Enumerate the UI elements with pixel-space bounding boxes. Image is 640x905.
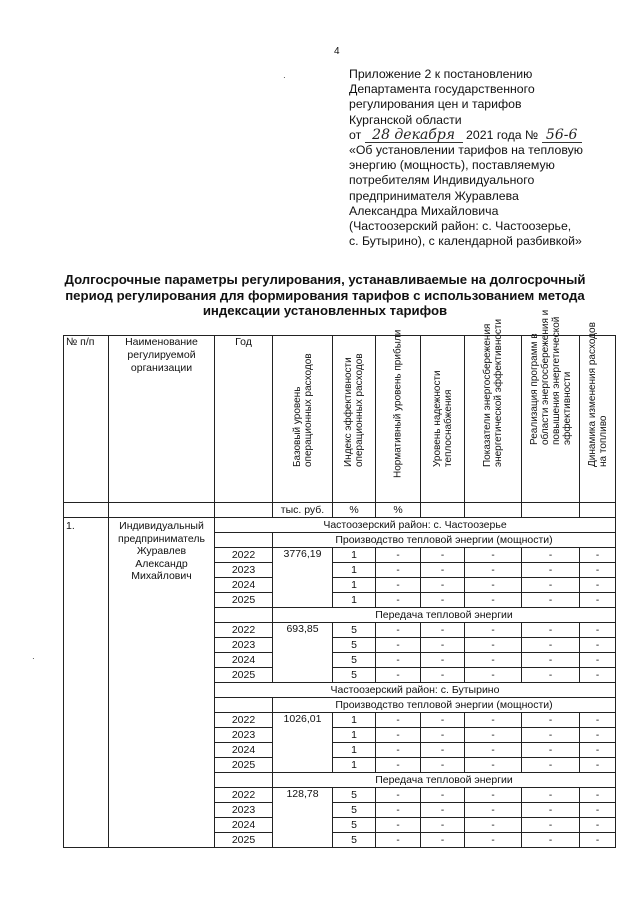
dash-cell: - bbox=[522, 623, 580, 638]
row-number: 1. bbox=[64, 518, 109, 848]
dash-cell: - bbox=[421, 788, 465, 803]
dash-cell: - bbox=[522, 713, 580, 728]
year-cell: 2022 bbox=[215, 548, 273, 563]
year-cell: 2025 bbox=[215, 593, 273, 608]
year-cell: 2025 bbox=[215, 758, 273, 773]
dash-cell: - bbox=[580, 818, 616, 833]
year-cell: 2022 bbox=[215, 788, 273, 803]
dash-cell: - bbox=[421, 728, 465, 743]
year-cell: 2022 bbox=[215, 623, 273, 638]
activity-label: Производство тепловой энергии (мощности) bbox=[273, 533, 616, 548]
base-cost-cell: 128,78 bbox=[273, 788, 333, 848]
appendix-line: потребителям Индивидуального bbox=[349, 173, 535, 188]
index-cell: 5 bbox=[333, 833, 376, 848]
dash-cell: - bbox=[421, 593, 465, 608]
dash-cell: - bbox=[522, 833, 580, 848]
index-cell: 1 bbox=[333, 593, 376, 608]
dash-cell: - bbox=[376, 578, 421, 593]
dash-cell: - bbox=[376, 623, 421, 638]
index-cell: 5 bbox=[333, 803, 376, 818]
handwritten-number: 56-6 bbox=[542, 129, 582, 143]
dash-cell: - bbox=[580, 623, 616, 638]
dash-cell: - bbox=[376, 728, 421, 743]
dash-cell: - bbox=[465, 578, 522, 593]
dash-cell: - bbox=[522, 728, 580, 743]
index-cell: 1 bbox=[333, 713, 376, 728]
dash-cell: - bbox=[580, 578, 616, 593]
dash-cell: - bbox=[421, 743, 465, 758]
dash-cell: - bbox=[421, 548, 465, 563]
dash-cell: - bbox=[522, 668, 580, 683]
year-cell: 2023 bbox=[215, 728, 273, 743]
appendix-line: регулирования цен и тарифов bbox=[349, 97, 522, 112]
dash-cell: - bbox=[421, 578, 465, 593]
appendix-line: с. Бутырино), с календарной разбивкой» bbox=[349, 234, 582, 249]
year-label: 2021 года № bbox=[466, 127, 539, 142]
dash-cell: - bbox=[421, 638, 465, 653]
ot-label: от bbox=[349, 127, 362, 142]
activity-label: Производство тепловой энергии (мощности) bbox=[273, 698, 616, 713]
dash-cell: - bbox=[580, 743, 616, 758]
year-cell: 2025 bbox=[215, 833, 273, 848]
dash-cell: - bbox=[522, 803, 580, 818]
dash-cell: - bbox=[580, 713, 616, 728]
dash-cell: - bbox=[376, 803, 421, 818]
dash-cell: - bbox=[465, 728, 522, 743]
dash-cell: - bbox=[522, 653, 580, 668]
title-line: Долгосрочные параметры регулирования, устанавливаемые на долгосрочный bbox=[64, 272, 586, 287]
index-cell: 5 bbox=[333, 623, 376, 638]
unit-index: % bbox=[333, 503, 376, 518]
dash-cell: - bbox=[580, 638, 616, 653]
appendix-line: предпринимателя Журавлева bbox=[349, 188, 519, 203]
index-cell: 1 bbox=[333, 743, 376, 758]
dash-cell: - bbox=[465, 563, 522, 578]
title-line: период регулирования для формирования тарифов с использованием метода bbox=[65, 287, 585, 303]
dash-cell: - bbox=[522, 593, 580, 608]
dash-cell: - bbox=[465, 638, 522, 653]
unit-base: тыс. руб. bbox=[273, 503, 333, 518]
index-cell: 1 bbox=[333, 758, 376, 773]
header-energy-eff: Показатели энергосбережения энергетической эффективности bbox=[465, 336, 522, 503]
appendix-line: энергию (мощность), поставляемую bbox=[349, 158, 555, 173]
index-cell: 1 bbox=[333, 578, 376, 593]
dash-cell: - bbox=[522, 743, 580, 758]
year-cell: 2024 bbox=[215, 578, 273, 593]
dash-cell: - bbox=[580, 548, 616, 563]
dash-cell: - bbox=[465, 758, 522, 773]
dash-cell: - bbox=[421, 563, 465, 578]
index-cell: 5 bbox=[333, 668, 376, 683]
header-year: Год bbox=[215, 336, 273, 503]
dash-cell: - bbox=[465, 548, 522, 563]
dash-cell: - bbox=[580, 593, 616, 608]
dash-cell: - bbox=[522, 788, 580, 803]
dash-cell: - bbox=[465, 743, 522, 758]
district-row bbox=[64, 518, 616, 533]
dash-cell: - bbox=[421, 758, 465, 773]
year-cell: 2023 bbox=[215, 563, 273, 578]
dash-cell: - bbox=[421, 713, 465, 728]
dash-cell: - bbox=[376, 833, 421, 848]
year-cell: 2022 bbox=[215, 713, 273, 728]
dash-cell: - bbox=[465, 713, 522, 728]
appendix-line: Департамента государственного bbox=[349, 82, 535, 97]
dash-cell: - bbox=[580, 788, 616, 803]
header-index: Индекс эффективности операционных расходов bbox=[333, 336, 376, 503]
year-cell: 2024 bbox=[215, 818, 273, 833]
header-base: Базовый уровень операционных расходов bbox=[273, 336, 333, 503]
dash-cell: - bbox=[376, 593, 421, 608]
dash-cell: - bbox=[580, 803, 616, 818]
dash-cell: - bbox=[376, 563, 421, 578]
dash-cell: - bbox=[465, 818, 522, 833]
index-cell: 5 bbox=[333, 818, 376, 833]
appendix-line: Курганской области bbox=[349, 112, 462, 127]
dash-cell: - bbox=[421, 623, 465, 638]
dash-cell: - bbox=[376, 788, 421, 803]
header-row bbox=[64, 336, 616, 503]
district-label: Частоозерский район: с. Частоозерье bbox=[215, 518, 616, 533]
activity-label: Передача тепловой энергии bbox=[273, 773, 616, 788]
header-reliability: Уровень надежности теплоснабжения bbox=[421, 336, 465, 503]
dash-cell: - bbox=[465, 668, 522, 683]
dash-cell: - bbox=[522, 563, 580, 578]
index-cell: 1 bbox=[333, 548, 376, 563]
dash-cell: - bbox=[376, 818, 421, 833]
dash-cell: - bbox=[376, 653, 421, 668]
dash-cell: - bbox=[376, 743, 421, 758]
dash-cell: - bbox=[421, 653, 465, 668]
dash-cell: - bbox=[465, 833, 522, 848]
scan-speck: · bbox=[32, 654, 35, 663]
dash-cell: - bbox=[421, 833, 465, 848]
dash-cell: - bbox=[376, 668, 421, 683]
base-cost-cell: 1026,01 bbox=[273, 713, 333, 773]
index-cell: 1 bbox=[333, 563, 376, 578]
district-label: Частоозерский район: с. Бутырино bbox=[215, 683, 616, 698]
appendix-date-line bbox=[349, 128, 634, 143]
dash-cell: - bbox=[580, 563, 616, 578]
dash-cell: - bbox=[580, 668, 616, 683]
unit-profit: % bbox=[376, 503, 421, 518]
dash-cell: - bbox=[522, 638, 580, 653]
dash-cell: - bbox=[522, 578, 580, 593]
index-cell: 5 bbox=[333, 788, 376, 803]
dash-cell: - bbox=[376, 758, 421, 773]
activity-label: Передача тепловой энергии bbox=[273, 608, 616, 623]
index-cell: 5 bbox=[333, 638, 376, 653]
page-number: 4 bbox=[334, 46, 340, 57]
dash-cell: - bbox=[465, 653, 522, 668]
dash-cell: - bbox=[421, 668, 465, 683]
organization-name: Индивидуальный предприниматель Журавлев Александр Михайлович bbox=[109, 518, 215, 848]
header-profit: Нормативный уровень прибыли bbox=[376, 336, 421, 503]
dash-cell: - bbox=[421, 818, 465, 833]
header-fuel: Динамика изменения расходов на топливо bbox=[580, 336, 616, 503]
year-cell: 2025 bbox=[215, 668, 273, 683]
dash-cell: - bbox=[465, 803, 522, 818]
index-cell: 5 bbox=[333, 653, 376, 668]
dash-cell: - bbox=[465, 788, 522, 803]
dash-cell: - bbox=[465, 623, 522, 638]
dash-cell: - bbox=[522, 548, 580, 563]
dash-cell: - bbox=[580, 758, 616, 773]
index-cell: 1 bbox=[333, 728, 376, 743]
document-title bbox=[60, 272, 590, 319]
title-line: индексации установленных тарифов bbox=[202, 303, 448, 318]
header-programs: Реализация программ в области энергосбережения и повышения энергетической эффективности bbox=[522, 336, 580, 503]
units-row bbox=[64, 503, 616, 518]
dash-cell: - bbox=[580, 728, 616, 743]
header-name: Наименование регулируемой организации bbox=[109, 336, 215, 503]
handwritten-date: 28 декабря bbox=[365, 129, 463, 143]
dash-cell: - bbox=[522, 758, 580, 773]
dash-cell: - bbox=[580, 833, 616, 848]
dash-cell: - bbox=[522, 818, 580, 833]
appendix-line: Александра Михайловича bbox=[349, 203, 499, 218]
base-cost-cell: 3776,19 bbox=[273, 548, 333, 608]
appendix-line: (Частоозерский район: с. Частоозерье, bbox=[349, 219, 572, 234]
year-cell: 2023 bbox=[215, 803, 273, 818]
dash-cell: - bbox=[376, 548, 421, 563]
dash-cell: - bbox=[376, 638, 421, 653]
year-cell: 2024 bbox=[215, 743, 273, 758]
appendix-line: «Об установлении тарифов на тепловую bbox=[349, 143, 583, 158]
year-cell: 2023 bbox=[215, 638, 273, 653]
appendix-block bbox=[349, 67, 634, 249]
dash-cell: - bbox=[376, 713, 421, 728]
base-cost-cell: 693,85 bbox=[273, 623, 333, 683]
dash-cell: - bbox=[580, 653, 616, 668]
dash-cell: - bbox=[465, 593, 522, 608]
appendix-line: Приложение 2 к постановлению bbox=[349, 67, 533, 81]
dash-cell: - bbox=[421, 803, 465, 818]
scan-speck: · bbox=[283, 73, 286, 82]
year-cell: 2024 bbox=[215, 653, 273, 668]
header-num: № п/п bbox=[64, 336, 109, 503]
